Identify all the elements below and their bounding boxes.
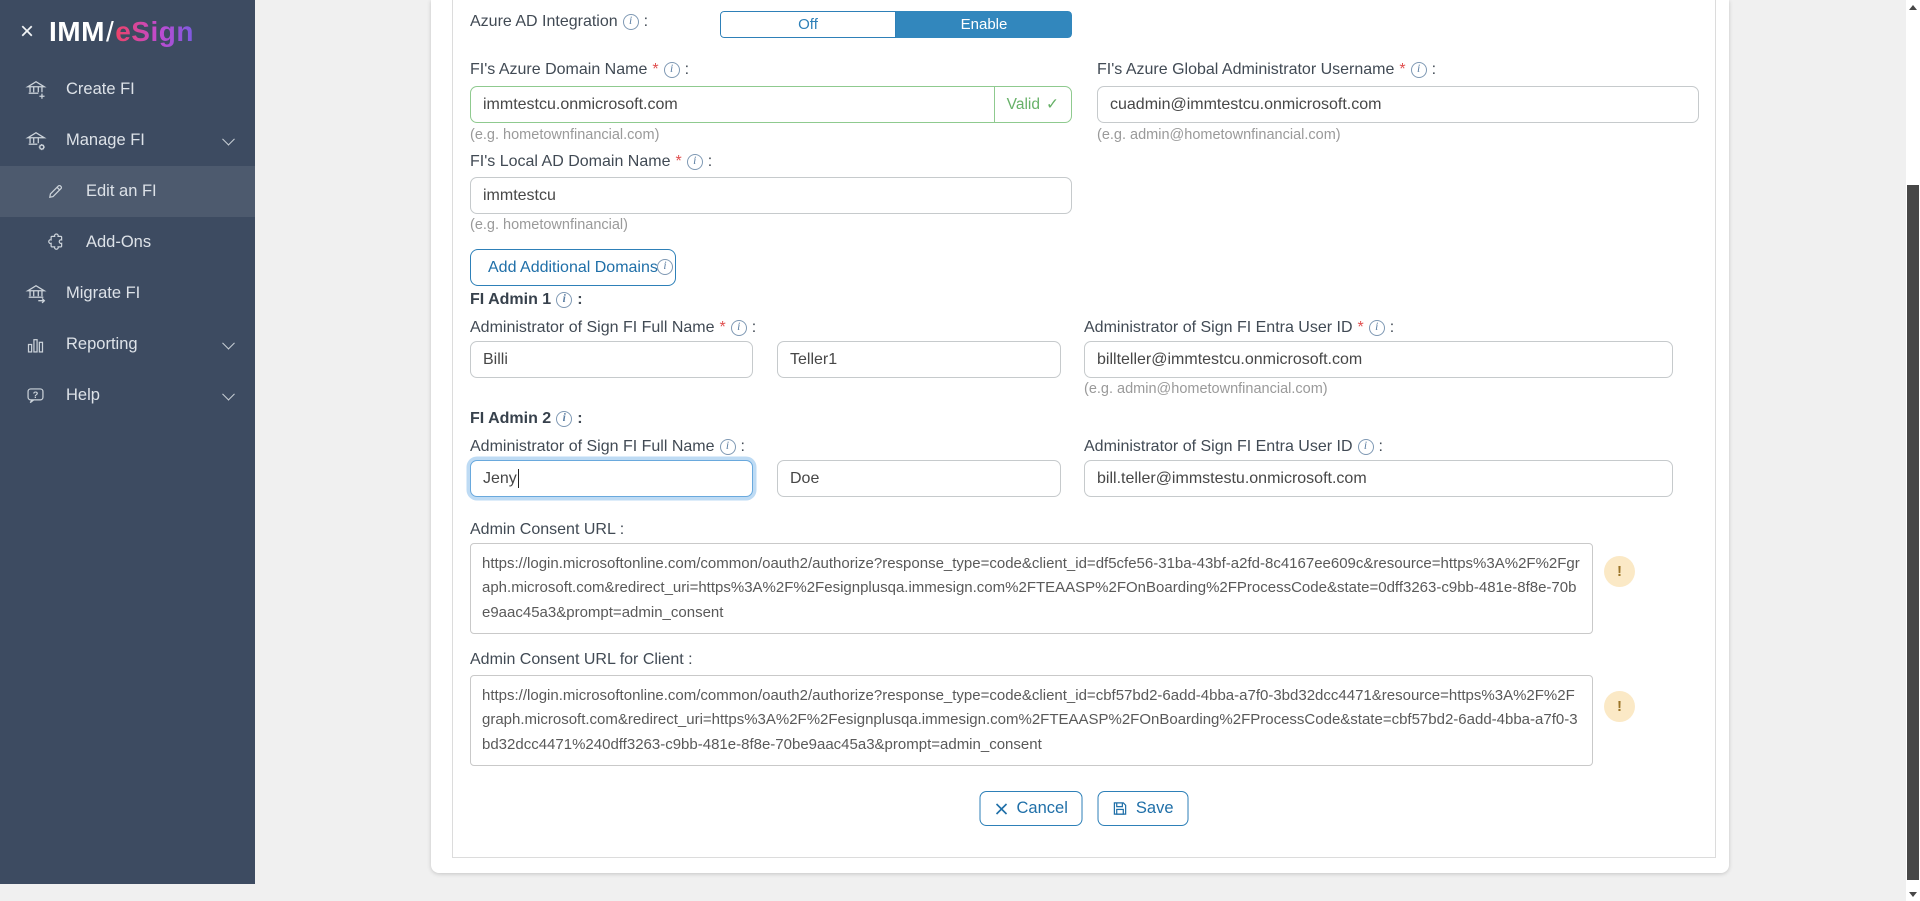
azure-admin-username-helper: (e.g. admin@hometownfinancial.com)	[1097, 127, 1341, 143]
logo-slash: /	[105, 16, 115, 47]
logo-esign: eSign	[115, 16, 194, 47]
azure-admin-username-label: FI's Azure Global Administrator Username * i :	[1097, 61, 1437, 78]
svg-text:?: ?	[32, 389, 39, 400]
check-icon: ✓	[1046, 96, 1059, 113]
vertical-scrollbar[interactable]	[1906, 0, 1920, 901]
sidebar-item-edit-an-fi[interactable]	[0, 166, 255, 217]
admin2-first-name-input[interactable]: Jeny	[470, 460, 753, 497]
sidebar-item-help[interactable]	[0, 370, 255, 421]
bank-gear-icon	[25, 130, 47, 152]
warning-icon: !	[1604, 556, 1635, 587]
sidebar-item-label: Help	[66, 386, 100, 404]
info-icon[interactable]: i	[556, 411, 572, 427]
local-ad-domain-input[interactable]	[470, 177, 1072, 214]
close-icon[interactable]: ×	[20, 18, 35, 45]
toggle-enable-button[interactable]: Enable	[896, 11, 1072, 38]
cancel-button[interactable]: Cancel	[980, 791, 1083, 826]
pencil-icon	[45, 181, 67, 203]
azure-domain-label: FI's Azure Domain Name * i :	[470, 61, 690, 78]
bank-plus-icon	[25, 79, 47, 101]
content-panel	[431, 0, 1729, 873]
sidebar-item-label: Migrate FI	[66, 284, 141, 302]
form-actions	[980, 791, 1189, 826]
local-ad-domain-helper: (e.g. hometownfinancial)	[470, 217, 628, 233]
sidebar-item-reporting[interactable]	[0, 319, 255, 370]
sidebar-item-label: Edit an FI	[86, 182, 157, 200]
edit-fi-form-card	[452, 0, 1716, 858]
admin-consent-url-label: Admin Consent URL :	[470, 521, 625, 538]
sidebar-item-migrate-fi[interactable]	[0, 268, 255, 319]
admin1-first-name-input[interactable]	[470, 341, 753, 378]
admin1-entra-id-input[interactable]	[1084, 341, 1673, 378]
save-button[interactable]: Save	[1098, 791, 1189, 826]
info-icon[interactable]: i	[623, 14, 639, 30]
info-icon[interactable]: i	[1369, 320, 1385, 336]
azure-ad-integration-label: Azure AD Integration i :	[470, 13, 649, 30]
toggle-off-button[interactable]: Off	[720, 11, 896, 38]
admin1-entra-id-label: Administrator of Sign FI Entra User ID * i :	[1084, 319, 1395, 336]
bar-chart-icon	[25, 334, 47, 356]
info-icon[interactable]: i	[657, 259, 673, 275]
info-icon[interactable]: i	[687, 154, 703, 170]
valid-badge: Valid ✓	[994, 87, 1071, 122]
chevron-down-icon	[222, 387, 235, 400]
puzzle-icon	[45, 232, 67, 254]
admin2-full-name-label: Administrator of Sign FI Full Name i :	[470, 438, 745, 455]
sidebar	[0, 0, 255, 884]
sidebar-nav	[0, 64, 255, 421]
scroll-up-arrow-icon[interactable]	[1909, 5, 1917, 10]
admin2-entra-id-label: Administrator of Sign FI Entra User ID i :	[1084, 438, 1383, 455]
chevron-down-icon	[222, 132, 235, 145]
save-floppy-icon	[1113, 801, 1128, 816]
sidebar-item-create-fi[interactable]	[0, 64, 255, 115]
azure-domain-input[interactable]: immtestcu.onmicrosoft.com	[483, 95, 678, 113]
azure-ad-toggle	[720, 11, 1072, 38]
sidebar-header	[0, 0, 255, 64]
sidebar-item-label: Add-Ons	[86, 233, 152, 251]
sidebar-item-manage-fi[interactable]	[0, 115, 255, 166]
info-icon[interactable]: i	[1411, 62, 1427, 78]
cancel-x-icon	[995, 802, 1009, 816]
admin-consent-url-client-textarea[interactable]: https://login.microsoftonline.com/common/oauth2/authorize?response_type=code&client_id=cbf57bd2-6add-4bba-a7f0-3bd32dcc4471&resource=https%3A%2F%2Fgraph.microsoft.com&redirect_uri=https%3A%2F%2Fesignplusqa.immesign.com%2FTEAASP%2FOnBoarding%2FProcessCode&state=cbf57bd2-6add-4bba-a7f0-3bd32dcc4471%240dff3263-c9bb-481e-8f8e-70be9aac45a3&prompt=admin_consent	[470, 675, 1593, 766]
local-ad-domain-label: FI's Local AD Domain Name * i :	[470, 153, 713, 170]
bank-arrow-icon	[25, 283, 47, 305]
logo-imm: IMM	[49, 16, 105, 47]
admin2-last-name-input[interactable]	[777, 460, 1061, 497]
admin-consent-url-client-label: Admin Consent URL for Client :	[470, 651, 693, 668]
sidebar-item-label: Manage FI	[66, 131, 145, 149]
fi-admin-1-heading: FI Admin 1 i :	[470, 291, 583, 308]
chevron-down-icon	[222, 336, 235, 349]
text-cursor	[518, 469, 520, 488]
add-additional-domains-button[interactable]: Add Additional Domains	[470, 249, 676, 286]
info-icon[interactable]: i	[556, 292, 572, 308]
sidebar-item-label: Create FI	[66, 80, 135, 98]
scroll-down-arrow-icon[interactable]	[1909, 892, 1917, 897]
admin1-last-name-input[interactable]	[777, 341, 1061, 378]
info-icon[interactable]: i	[1358, 439, 1374, 455]
fi-admin-2-heading: FI Admin 2 i :	[470, 410, 583, 427]
admin1-full-name-label: Administrator of Sign FI Full Name * i :	[470, 319, 757, 336]
admin2-entra-id-input[interactable]	[1084, 460, 1673, 497]
help-bubble-icon	[25, 385, 47, 407]
admin1-entra-id-helper: (e.g. admin@hometownfinancial.com)	[1084, 381, 1328, 397]
scrollbar-thumb[interactable]	[1907, 185, 1919, 880]
info-icon[interactable]: i	[664, 62, 680, 78]
app-logo	[49, 16, 194, 48]
sidebar-item-add-ons[interactable]	[0, 217, 255, 268]
info-icon[interactable]: i	[720, 439, 736, 455]
warning-icon: !	[1604, 691, 1635, 722]
azure-admin-username-input[interactable]	[1097, 86, 1699, 123]
sidebar-item-label: Reporting	[66, 335, 138, 353]
info-icon[interactable]: i	[731, 320, 747, 336]
admin-consent-url-textarea[interactable]: https://login.microsoftonline.com/common/oauth2/authorize?response_type=code&client_id=df5cfe56-31ba-43bf-a2fd-8c4167ee609c&resource=https%3A%2F%2Fgraph.microsoft.com&redirect_uri=https%3A%2F%2Fesignplusqa.immesign.com%2FTEAASP%2FOnBoarding%2FProcessCode&state=0dff3263-c9bb-481e-8f8e-70be9aac45a3&prompt=admin_consent	[470, 543, 1593, 634]
azure-domain-input-group	[470, 86, 1072, 123]
azure-domain-helper: (e.g. hometownfinancial.com)	[470, 127, 660, 143]
